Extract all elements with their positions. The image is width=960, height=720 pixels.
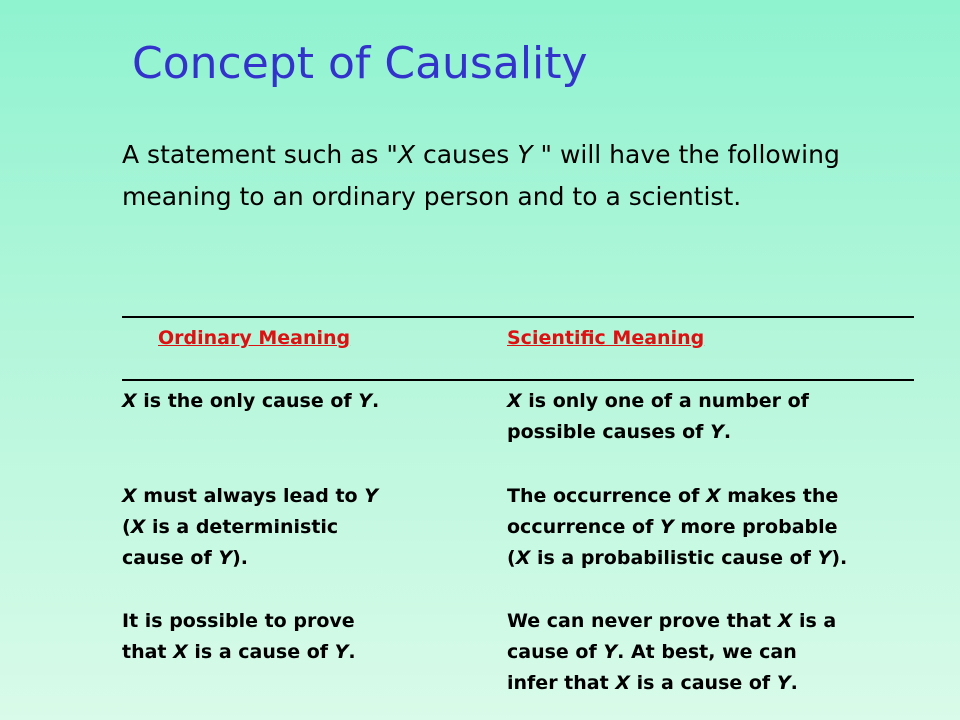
ordinary-meaning-2: X must always lead to Y (X is a deterministic cause of Y). bbox=[122, 485, 378, 569]
ordinary-meaning-3: It is possible to prove that X is a cause of Y. bbox=[122, 610, 356, 663]
ordinary-meaning-1: X is the only cause of Y. bbox=[122, 390, 380, 412]
table-header-rule bbox=[122, 379, 914, 381]
scientific-meaning-2: The occurrence of X makes the occurrence of Y more probable (X is a probabilistic cause of Y). bbox=[507, 485, 848, 569]
scientific-meaning-1: X is only one of a number of possible causes of Y. bbox=[507, 390, 809, 443]
scientific-meaning-3: We can never prove that X is a cause of Y. At best, we can infer that X is a cause of Y. bbox=[507, 610, 837, 694]
intro-paragraph: A statement such as "X causes Y " will have the following meaning to an ordinary person and to a scientist. bbox=[122, 140, 840, 211]
header-scientific-meaning: Scientific Meaning bbox=[507, 327, 705, 349]
page-title: Concept of Causality bbox=[132, 38, 588, 89]
header-ordinary-meaning: Ordinary Meaning bbox=[158, 327, 351, 349]
table-top-rule bbox=[122, 316, 914, 318]
